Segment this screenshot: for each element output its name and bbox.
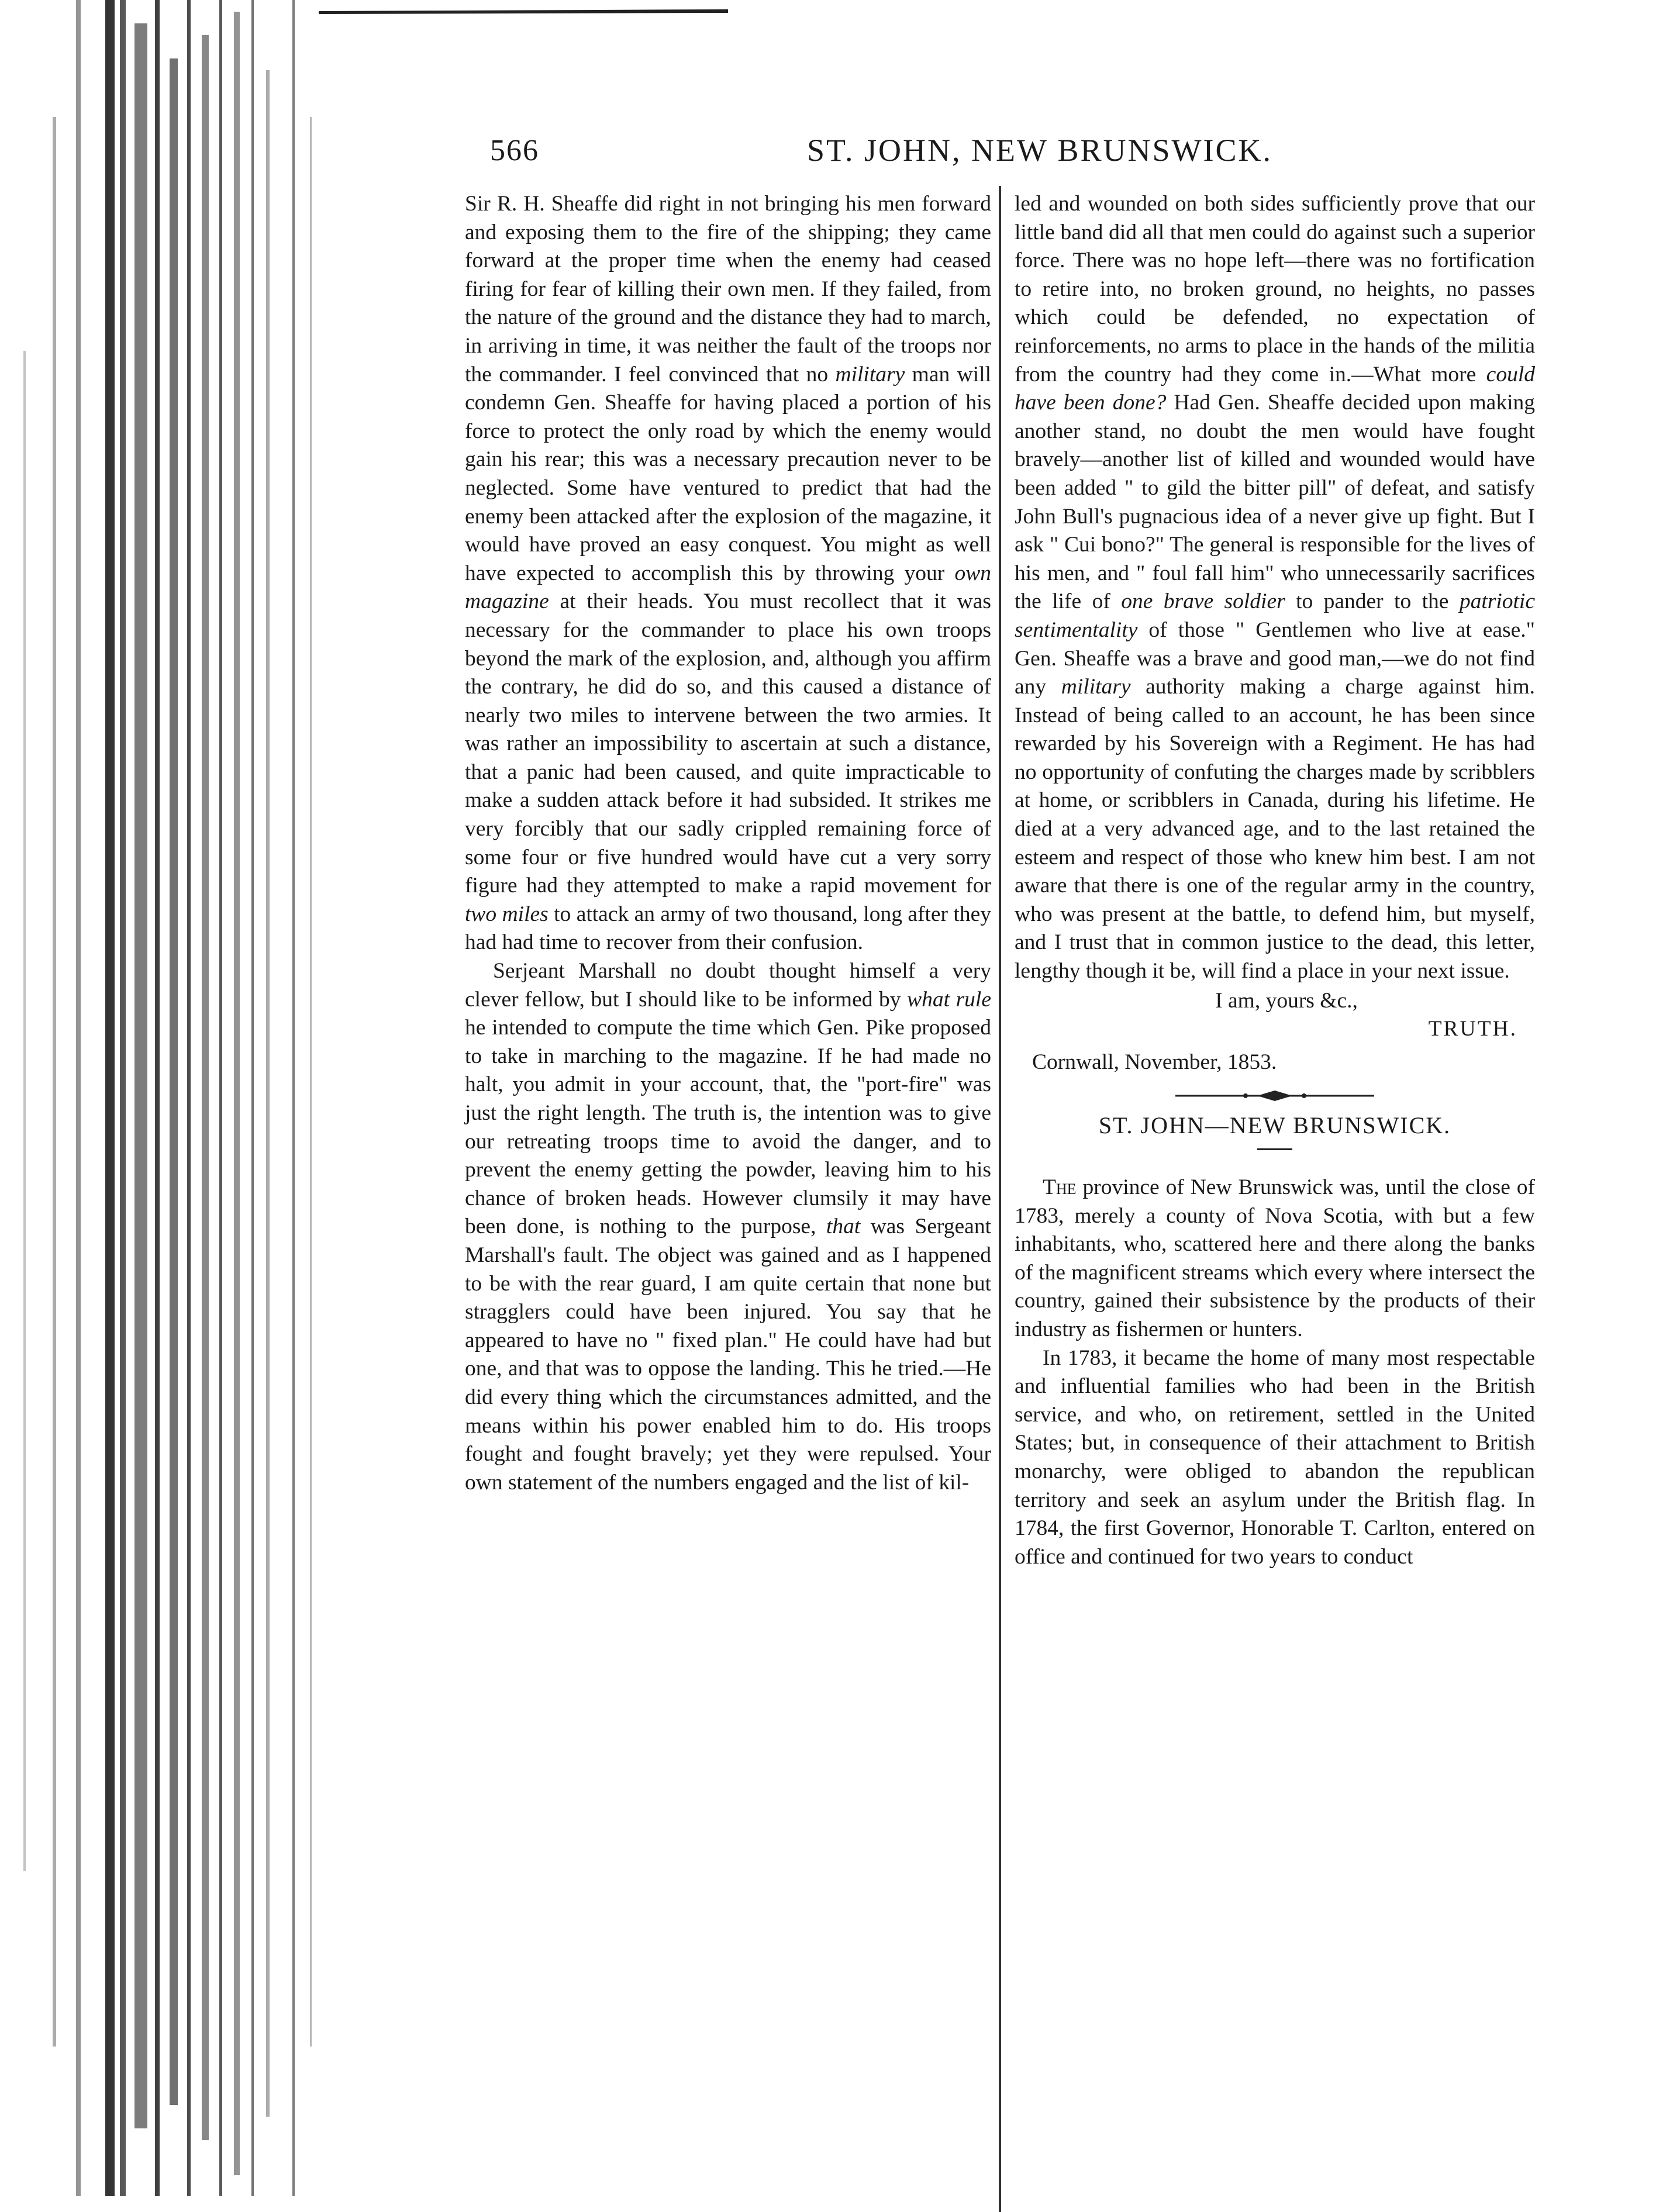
text-run: Serjeant Marshall no doubt thought himself a very clever fellow, but I should like to be informed by bbox=[465, 959, 991, 1012]
scanned-binding-edge bbox=[0, 0, 351, 2196]
text-run: he intended to compute the time which Gen. Pike proposed to take in marching to the magazine. If he had made no halt, you admit in your account, that, the "port-fire" was just the right length. The truth is, the intention was to give our retreating troops time to avoid the danger, and to prevent the enemy getting the powder, leaving him to his chance of broken heads. However clumsily it may have been done, is nothing to the purpose, bbox=[465, 1016, 991, 1239]
article-paragraph-text: province of New Brunswick was, until the close of 1783, merely a county of Nova Scotia, with but a few inhabitants, who, scattered here and there along the banks of the magnificent streams which every where intersect the country, gained their subsistence by the products of their industry as fishermen or hunters. bbox=[1015, 1175, 1535, 1341]
italic-phrase: military bbox=[835, 362, 905, 387]
letter-sign-off: I am, yours &c., bbox=[1215, 988, 1358, 1013]
text-run: led and wounded on both sides sufficiently prove that our little band did all that men could do against such a superior force. There was no hope left—there was no fortification to retire into, no broken ground, no heights, no passes which could be defended, no expectation of reinforcements, no arms to place in the hands of the militia from the country had they come in.—What more bbox=[1015, 192, 1535, 387]
running-head: ST. JOHN, NEW BRUNSWICK. bbox=[807, 133, 1273, 168]
text-run: to attack an army of two thousand, long after they had had time to recover from their confusion. bbox=[465, 902, 991, 955]
italic-phrase: two miles bbox=[465, 902, 549, 926]
ornamental-divider bbox=[1158, 1087, 1392, 1105]
column-divider bbox=[999, 186, 1001, 2212]
lead-word: The bbox=[1043, 1175, 1077, 1199]
article-paragraph bbox=[1015, 1174, 1535, 1344]
letter-dateline: Cornwall, November, 1853. bbox=[1032, 1050, 1277, 1074]
letter-paragraph bbox=[1015, 190, 1535, 986]
text-run: Sir R. H. Sheaffe did right in not bringing his men forward and exposing them to the fire of the shipping; they came forward at the proper time when the enemy had ceased firing for fear of killing their own men. If they failed, from the nature of the ground and the distance they had to march, in arriving in time, it was neither the fault of the troops nor the commander. I feel convinced that no bbox=[465, 192, 991, 387]
text-run: Had Gen. Sheaffe decided upon making another stand, no doubt the men would have fought bravely—another list of killed and wounded would have been added " to gild the bitter pill" of defeat, and satisfy John Bull's pugnacious idea of a never give up fight. But I ask " Cui bono?" The general is responsible for the lives of his men, and " foul fall him" who unnecessarily sacrifices the life of bbox=[1015, 391, 1535, 614]
italic-phrase: patriotic sentimentality bbox=[1015, 589, 1535, 642]
letter-paragraph bbox=[465, 190, 991, 957]
italic-phrase: that bbox=[826, 1214, 861, 1239]
text-run: was Sergeant Marshall's fault. The object was gained and as I happened to be with the rear guard, I am quite certain that none but stragglers could have been injured. You say that he appeared to have no " fixed plan." He could have had but one, and that was to oppose the landing. This he tried.—He did every thing which the circumstances admitted, and the means within his power enabled him to do. His troops fought and fought bravely; yet they were repulsed. Your own statement of the numbers engaged and the list of kil- bbox=[465, 1214, 991, 1495]
title-underline bbox=[1257, 1148, 1292, 1150]
page-number: 566 bbox=[490, 134, 539, 167]
italic-phrase: one brave soldier bbox=[1121, 589, 1285, 614]
italic-phrase: own magazine bbox=[465, 561, 991, 614]
italic-phrase: could have been done? bbox=[1015, 362, 1535, 415]
text-run: man will condemn Gen. Sheaffe for having placed a portion of his force to protect the only road by which the enemy would gain his rear; this was a necessary precaution never to be neglected. Some have ventured to predict that had the enemy been attacked after the explosion of the magazine, it would have proved an easy conquest. You might as well have expected to accomplish this by throwing your bbox=[465, 362, 991, 585]
italic-phrase: what rule bbox=[907, 987, 991, 1012]
italic-phrase: military bbox=[1061, 675, 1131, 699]
article-title: ST. JOHN—NEW BRUNSWICK. bbox=[1098, 1112, 1451, 1139]
left-column bbox=[465, 190, 991, 1497]
letter-paragraph bbox=[465, 957, 991, 1497]
letter-signature: TRUTH. bbox=[1428, 1017, 1517, 1041]
top-rule bbox=[319, 6, 728, 16]
right-column bbox=[1015, 190, 1535, 1571]
text-run: at their heads. You must recollect that it was necessary for the commander to place his own troops beyond the mark of the explosion, and, although you affirm the contrary, he did do so, and this caused a distance of nearly two miles to intervene between the two armies. It was rather an impossibility to ascertain at such a distance, that a panic had been caused, and quite impracticable to make a sudden attack before it had subsided. It strikes me very forcibly that our sadly crippled remaining force of some four or five hundred would have cut a very sorry figure had they attempted to make a rapid movement for bbox=[465, 589, 991, 898]
text-run: authority making a charge against him. Instead of being called to an account, he has been since rewarded by his Sovereign with a Regiment. He has had no opportunity of confuting the charges made by scribblers at home, or scribblers in Canada, during his lifetime. He died at a very advanced age, and to the last retained the esteem and respect of those who knew him best. I am not aware that there is one of the regular army in the country, who was present at the battle, to defend him, but myself, and I trust that in common justice to the dead, this letter, lengthy though it be, will find a place in your next issue. bbox=[1015, 675, 1535, 984]
article-paragraph: In 1783, it became the home of many most respectable and influential families who had been in the British service, and who, on retirement, settled in the United States; but, in consequence of their attachment to British monarchy, were obliged to abandon the republican territory and seek an asylum under the British flag. In 1784, the first Governor, Honorable T. Carlton, entered on office and continued for two years to conduct bbox=[1015, 1345, 1535, 1569]
text-run: to pander to the bbox=[1285, 589, 1460, 614]
text-run: of those " Gentlemen who live at ease." Gen. Sheaffe was a brave and good man,—we do not find any bbox=[1015, 617, 1535, 699]
